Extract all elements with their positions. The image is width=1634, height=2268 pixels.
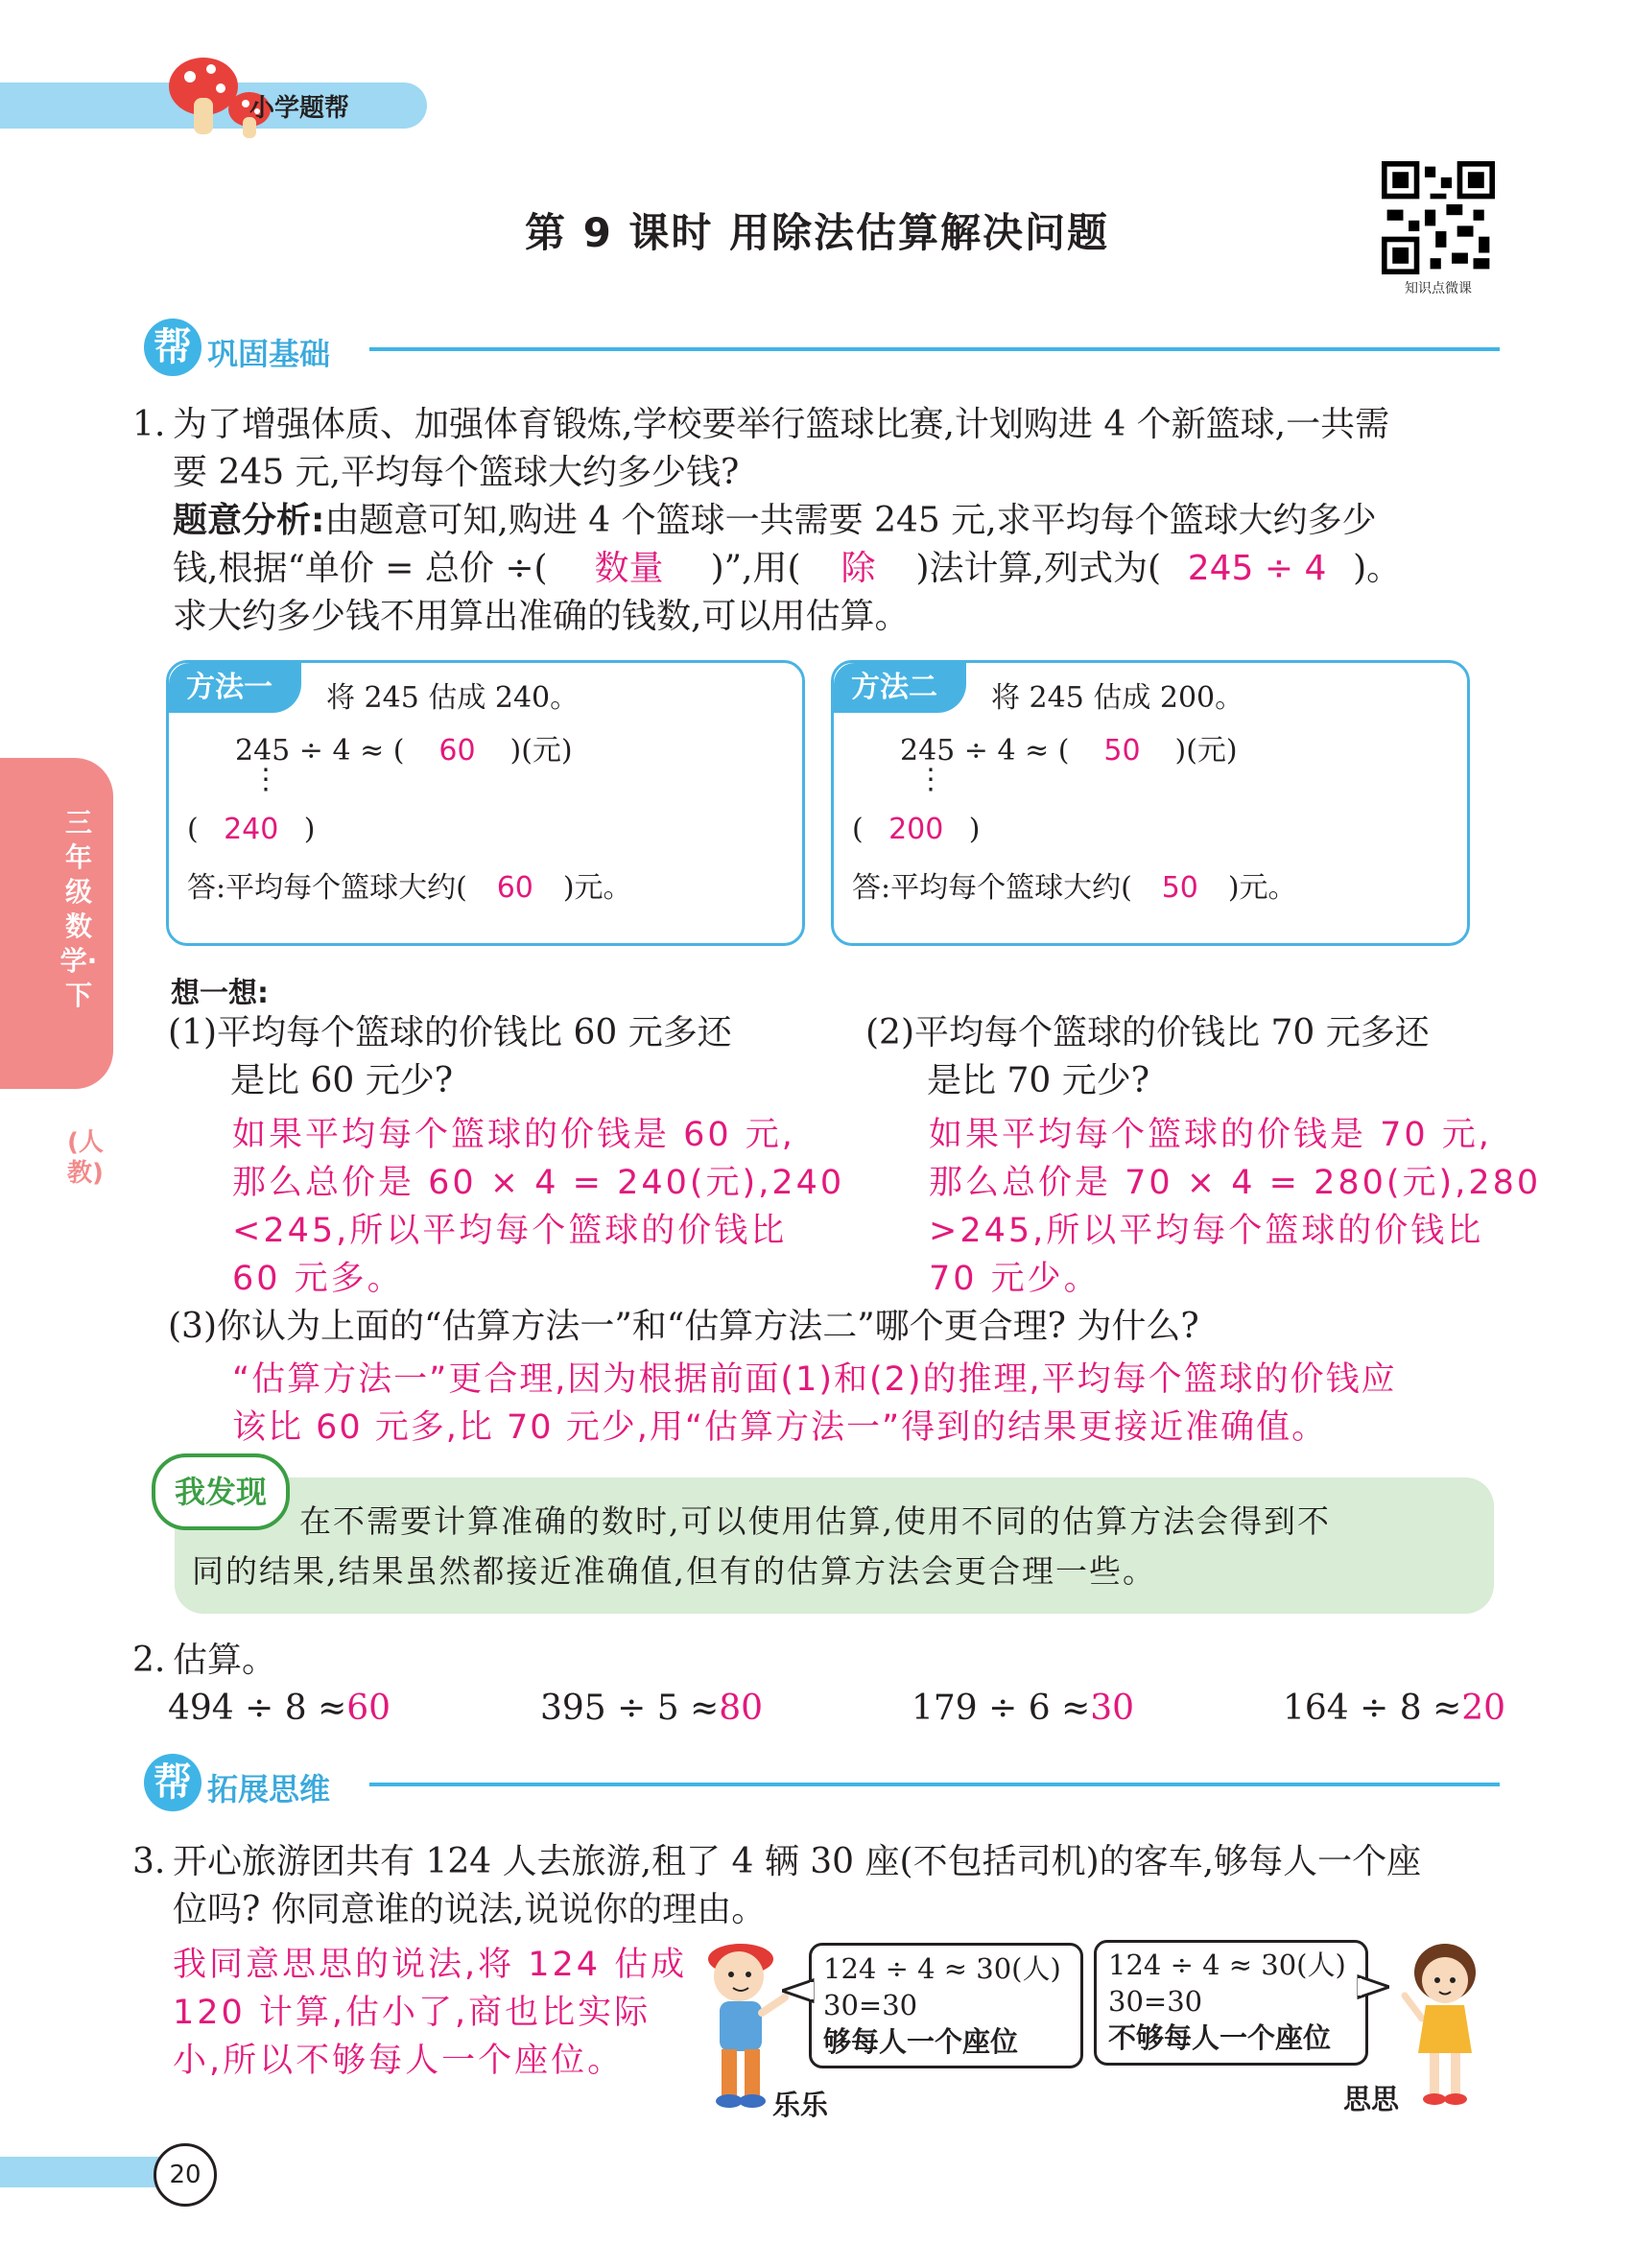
- method1-product: ( 240 ): [187, 813, 316, 846]
- qr-caption: 知识点微课: [1405, 281, 1472, 296]
- q1-text-line2: 要 245 元,平均每个篮球大约多少钱?: [173, 453, 740, 492]
- q2-answer: 30: [1090, 1689, 1135, 1728]
- answer-operation: 除: [841, 549, 876, 588]
- page-number: 20: [154, 2143, 217, 2207]
- think3-answer2: 该比 60 元多,比 70 元少,用“估算方法一”得到的结果更接近准确值。: [232, 1408, 1328, 1447]
- method1-expr: 245 ÷ 4 ≈ ( 60 )(元): [235, 734, 573, 768]
- analysis-l2-part3: )法计算,列式为(: [915, 549, 1162, 588]
- q2-answer: 60: [346, 1689, 391, 1728]
- section-badge-icon: 帮: [144, 319, 201, 376]
- think1-line2: 是比 60 元少?: [230, 1061, 453, 1100]
- method1-answer-product: 240: [224, 813, 279, 846]
- method1-answer: 答:平均每个篮球大约( 60 )元。: [187, 871, 632, 905]
- think2-line1: (2)平均每个篮球的价钱比 70 元多还: [865, 1013, 1430, 1052]
- q2-answer: 20: [1461, 1689, 1506, 1728]
- analysis-line2: [173, 545, 1401, 593]
- q3-text-line2: 位吗? 你同意谁的说法,说说你的理由。: [173, 1890, 767, 1929]
- q1-text-line1: 为了增强体质、加强体育锻炼,学校要举行篮球比赛,计划购进 4 个新篮球,一共需: [173, 405, 1390, 444]
- think2-answer4: 70 元少。: [929, 1260, 1101, 1298]
- analysis-l2-part4: )。: [1353, 549, 1402, 588]
- footer-bar: [0, 2157, 161, 2187]
- analysis-line1: 由题意可知,购进 4 个篮球一共需要 245 元,求平均每个篮球大约多少: [324, 501, 1377, 540]
- bubble-tail: [782, 1976, 815, 2005]
- side-tab-edition: (人教): [67, 1128, 104, 1188]
- q2-item: 164 ÷ 8 ≈20: [1283, 1689, 1506, 1728]
- method2-product: ( 200 ): [852, 813, 981, 846]
- q3-text-line1: 开心旅游团共有 124 人去旅游,租了 4 辆 30 座(不包括司机)的客车,够每人一个座: [173, 1842, 1422, 1881]
- girl-sisi-illustration: [1401, 1938, 1487, 2111]
- section-badge-icon: 帮: [144, 1754, 201, 1811]
- think2-answer3: >245,所以平均每个篮球的价钱比: [929, 1212, 1484, 1250]
- method1-answer-quotient: 60: [438, 734, 476, 768]
- q2-answer: 80: [719, 1689, 764, 1728]
- q1-number: 1.: [132, 405, 166, 444]
- analysis-label: 题意分析:: [173, 501, 325, 540]
- lele-name: 乐乐: [772, 2089, 829, 2121]
- method1-answer-value: 60: [496, 871, 533, 905]
- think1-line1: (1)平均每个篮球的价钱比 60 元多还: [168, 1013, 732, 1052]
- method2-desc: 将 245 估成 200。: [991, 681, 1244, 715]
- q3-number: 3.: [132, 1842, 166, 1881]
- q3-answer3: 小,所以不够每人一个座位。: [173, 2042, 625, 2080]
- think1-answer3: <245,所以平均每个篮球的价钱比: [232, 1212, 788, 1250]
- q3-answer2: 120 计算,估小了,商也比实际: [173, 1994, 651, 2032]
- method2-answer-value: 50: [1161, 871, 1198, 905]
- q2-title: 估算。: [173, 1641, 277, 1680]
- method2-answer-product: 200: [888, 813, 944, 846]
- qr-code-icon[interactable]: [1382, 161, 1495, 274]
- q2-item: 395 ÷ 5 ≈80: [540, 1689, 764, 1728]
- think3-answer1: “估算方法一”更合理,因为根据前面(1)和(2)的推理,平均每个篮球的价钱应: [232, 1360, 1397, 1399]
- analysis-line3: 求大约多少钱不用算出准确的钱数,可以用估算。: [173, 597, 910, 636]
- section-divider: [369, 1783, 1500, 1786]
- answer-formula: 245 ÷ 4: [1187, 549, 1327, 588]
- think2-answer2: 那么总价是 70 × 4 = 280(元),280: [929, 1164, 1542, 1202]
- method2-tag: 方法二: [834, 663, 966, 713]
- q2-item: 179 ÷ 6 ≈30: [912, 1689, 1135, 1728]
- side-tab-grade: 三年级数学·下: [59, 807, 98, 1011]
- sisi-bubble-line3: 不够每人一个座位: [1108, 2021, 1332, 2054]
- sisi-bubble-line2: 30=30: [1108, 1985, 1203, 2018]
- method1-desc: 将 245 估成 240。: [326, 681, 580, 715]
- section-title-basic: 巩固基础: [207, 336, 331, 372]
- discover-line2: 同的结果,结果虽然都接近准确值,但有的估算方法会更合理一些。: [192, 1552, 1156, 1590]
- lele-bubble-line1: 124 ÷ 4 ≈ 30(人): [823, 1952, 1061, 1985]
- lele-bubble-line3: 够每人一个座位: [823, 2025, 1019, 2058]
- discover-badge: 我发现: [152, 1453, 290, 1530]
- think-label: 想一想:: [171, 977, 269, 1010]
- think2-answer1: 如果平均每个篮球的价钱是 70 元,: [929, 1116, 1492, 1154]
- q2-item: 494 ÷ 8 ≈60: [168, 1689, 391, 1728]
- think1-answer2: 那么总价是 60 × 4 = 240(元),240: [232, 1164, 845, 1202]
- think1-answer4: 60 元多。: [232, 1260, 404, 1298]
- method2-answer-quotient: 50: [1103, 734, 1141, 768]
- section-title-extend: 拓展思维: [207, 1771, 331, 1807]
- method2-dots: ⋮: [916, 763, 945, 796]
- q3-answer1: 我同意思思的说法,将 124 估成: [173, 1946, 688, 1984]
- page-title: 第 9 课时 用除法估算解决问题: [524, 209, 1110, 256]
- analysis-l2-part1: 钱,根据“单价 = 总价 ÷(: [173, 549, 548, 588]
- method2-answer: 答:平均每个篮球大约( 50 )元。: [852, 871, 1297, 905]
- discover-line1: 在不需要计算准确的数时,可以使用估算,使用不同的估算方法会得到不: [299, 1502, 1331, 1540]
- method2-expr: 245 ÷ 4 ≈ ( 50 )(元): [900, 734, 1238, 768]
- sisi-bubble-line1: 124 ÷ 4 ≈ 30(人): [1108, 1949, 1346, 1981]
- sisi-name: 思思: [1343, 2083, 1400, 2115]
- method1-tag: 方法一: [169, 663, 301, 713]
- bubble-tail: [1357, 1973, 1389, 2001]
- think3-question: (3)你认为上面的“估算方法一”和“估算方法二”哪个更合理? 为什么?: [168, 1307, 1199, 1346]
- think1-answer1: 如果平均每个篮球的价钱是 60 元,: [232, 1116, 795, 1154]
- lele-bubble-line2: 30=30: [823, 1989, 918, 2021]
- think2-line2: 是比 70 元少?: [927, 1061, 1149, 1100]
- brand-label: 小学题帮: [249, 94, 350, 123]
- answer-quantity: 数量: [594, 549, 664, 588]
- method1-dots: ⋮: [251, 763, 280, 796]
- q2-number: 2.: [132, 1641, 166, 1680]
- analysis-l2-part2: )”,用(: [710, 549, 801, 588]
- section-divider: [369, 347, 1500, 351]
